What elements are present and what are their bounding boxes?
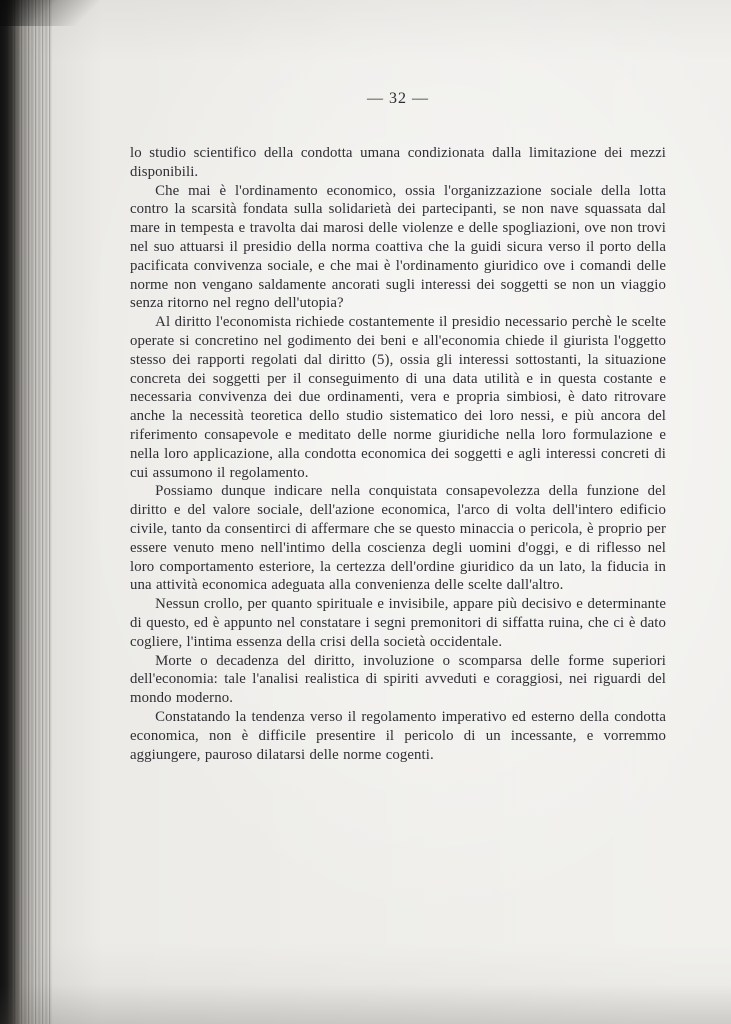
paragraph: Nessun crollo, per quanto spirituale e invisibile, appare più decisivo e determinante di questo, ed è appunto nel constatare i segni premonitori di siffatta ruina, che ci è dato cogliere, l'intima essenza della crisi della società occidentale.: [130, 596, 666, 650]
paragraph: Possiamo dunque indicare nella conquistata consapevolezza della funzione del diritto e del valore sociale, dell'azione economica, l'arco di volta dell'intero edificio civile, tanto da consentirci di affermare che se questo minaccia o pericola, è proprio per essere venuto meno nell'intimo della coscienza degli uomini d'oggi, e di riflesso nel loro comportamento esteriore, la certezza dell'ordine giuridico da un lato, la fiducia in una attività economica adeguata alla convenienza delle scelte dall'altro.: [130, 483, 666, 594]
page-text: [130, 144, 666, 764]
paragraph: Al diritto l'economista richiede costantemente il presidio necessario perchè le scelte operate si concretino nel godimento dei beni e all'economia chiede il giurista l'oggetto stesso dei rapporti regolati dal diritto (5), ossia gli interessi sottostanti, la situazione concreta dei soggetti per il conseguimento di una data utilità e in questa costante e necessaria convivenza dei due ordinamenti, vera e propria simbiosi, è dato ritrovare anche la necessità teoretica dello studio sistematico dei loro nessi, e più ancora del riferimento consapevole e meditato delle norme giuridiche nella loro formulazione e nella loro applicazione, alla condotta economica dei soggetti e agli interessi concreti di cui assumono il regolamento.: [130, 314, 666, 481]
binding-top-corner-shadow: [0, 0, 120, 26]
paragraph: Che mai è l'ordinamento economico, ossia l'organizzazione sociale della lotta contro la scarsità fondata sulla solidarietà dei partecipanti, se non nave squassata dal mare in tempesta e travolta dai marosi delle violenze e delle spogliazioni, ove non trovi nel suo attuarsi il presidio della norma coattiva che la guidi sicura verso il porto della pacificata convivenza sociale, e che mai è l'ordinamento giuridico ove i comandi delle norme non vengano saldamente ancorati sugli interessi dei soggetti se non un viaggio senza ritorno nel regno dell'utopia?: [130, 182, 666, 312]
page-number: — 32 —: [367, 90, 429, 107]
paragraph: Constatando la tendenza verso il regolamento imperativo ed esterno della condotta economica, non è difficile presentire il pericolo di un incessante, e vorremmo aggiungere, pauroso dilatarsi delle norme cogenti.: [130, 708, 666, 763]
page-bottom-shadow: [0, 984, 731, 1024]
paragraph-continuation: lo studio scientifico della condotta umana condizionata dalla limitazione dei mezzi disponibili.: [130, 145, 666, 180]
book-binding-edge: [0, 0, 52, 1024]
paragraph: Morte o decadenza del diritto, involuzione o scomparsa delle forme superiori dell'economia: tale l'analisi realistica di spiriti avveduti e coraggiosi, nei riguardi del mondo moderno.: [130, 652, 666, 707]
